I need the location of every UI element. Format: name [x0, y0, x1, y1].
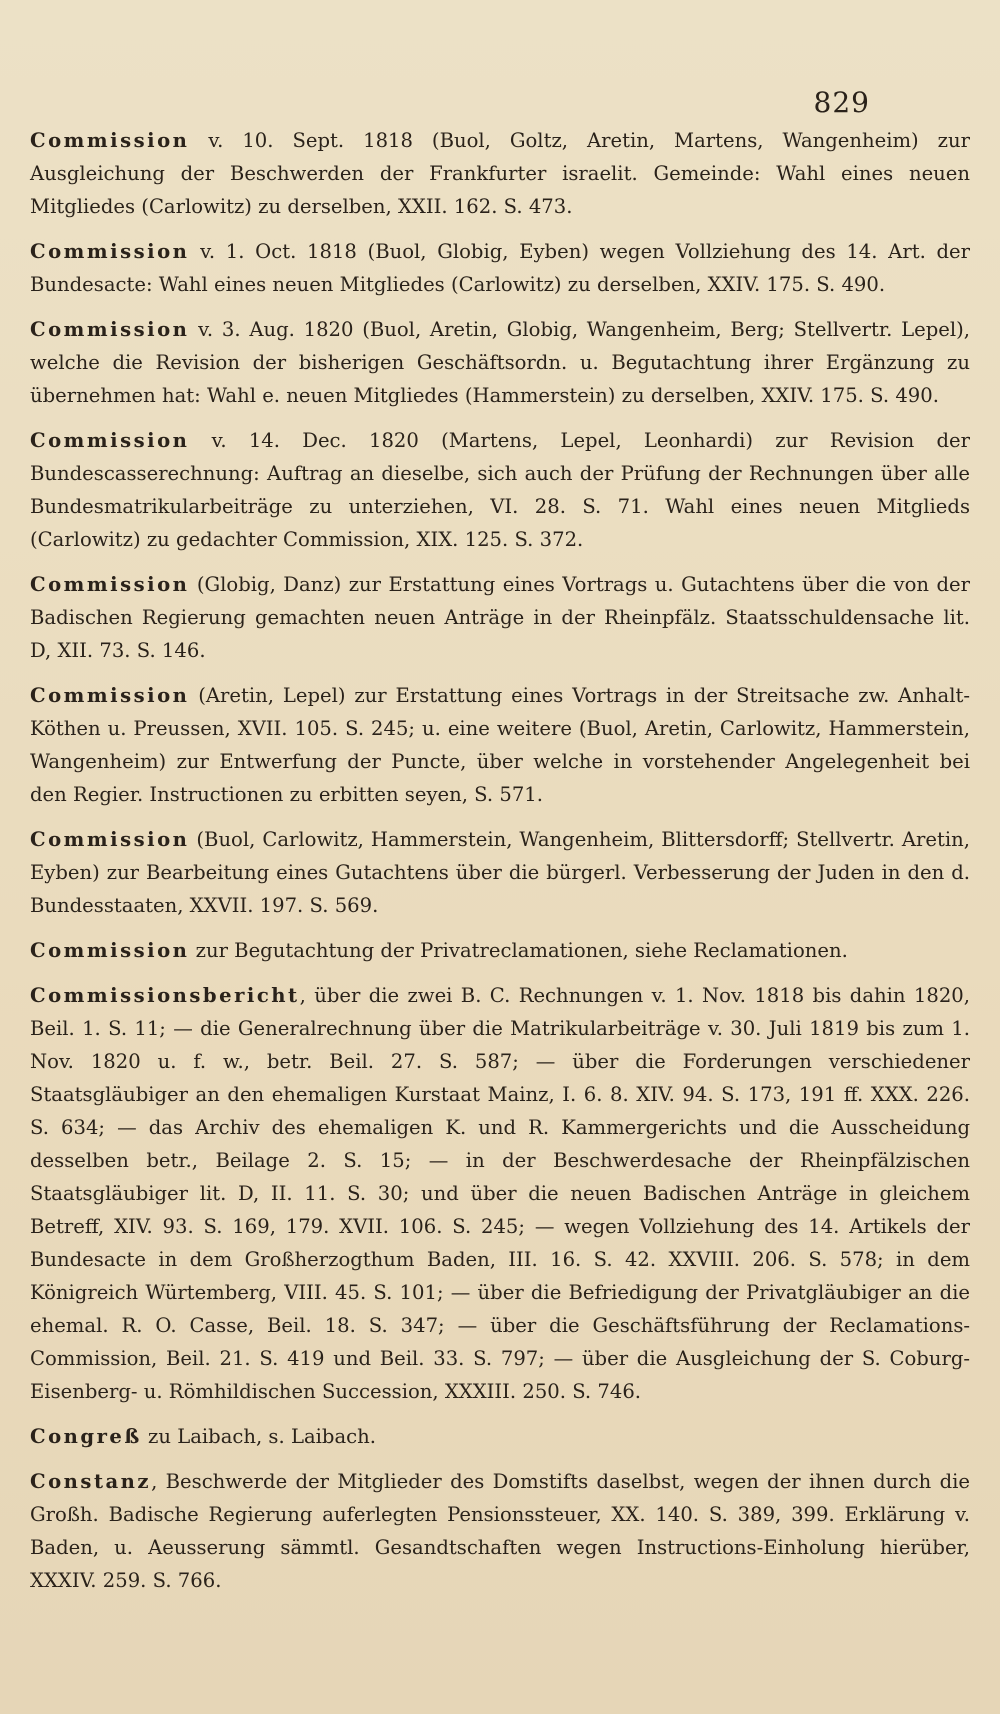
index-entry [30, 979, 970, 1408]
entry-head: Constanz [30, 1470, 152, 1493]
index-entry [30, 1465, 970, 1597]
index-entry [30, 424, 970, 556]
entry-body: , Beschwerde der Mitglieder des Domstifts daselbst, wegen der ihnen durch die Großh. Badische Regierung auferlegten Pensionssteuer, XX. 140. S. 389, 399. Erklärung v. Baden, u. Aeusserung sämmtl. Gesandtschaften wegen Instructions-Einholung hierüber, XXXIV. 259. S. 766. [30, 1470, 970, 1592]
index-entry [30, 568, 970, 667]
entry-head: Commission [30, 828, 190, 851]
index-entries [30, 124, 970, 1609]
entry-head: Commission [30, 573, 190, 596]
index-entry [30, 1420, 970, 1453]
entry-body: v. 14. Dec. 1820 (Martens, Lepel, Leonhardi) zur Revision der Bundescasserechnung: Auftrag an dieselbe, sich auch der Prüfung der Rechnungen über alle Bundesmatrikularbeiträge zu unterziehen, VI. 28. S. 71. Wahl eines neuen Mitglieds (Carlowitz) zu gedachter Commission, XIX. 125. S. 372. [30, 429, 970, 551]
entry-head: Commission [30, 429, 190, 452]
entry-head: Commission [30, 318, 190, 341]
index-entry [30, 934, 970, 967]
entry-head: Commission [30, 129, 190, 152]
entry-body: zu Laibach, s. Laibach. [141, 1425, 376, 1448]
index-entry [30, 235, 970, 301]
entry-body: (Buol, Carlowitz, Hammerstein, Wangenheim, Blittersdorff; Stellvertr. Aretin, Eyben) zur Bearbeitung eines Gutachtens über die bürgerl. Verbesserung der Juden in den d. Bundesstaaten, XXVII. 197. S. 569. [30, 828, 970, 917]
entry-body: , über die zwei B. C. Rechnungen v. 1. Nov. 1818 bis dahin 1820, Beil. 1. S. 11; — die Generalrechnung über die Matrikularbeiträge v. 30. Juli 1819 bis zum 1. Nov. 1820 u. f. w., betr. Beil. 27. S. 587; — über die Forderungen verschiedener Staatsgläubiger an den ehemaligen Kurstaat Mainz, I. 6. 8. XIV. 94. S. 173, 191 ff. XXX. 226. S. 634; — das Archiv des ehemaligen K. und R. Kammergerichts und die Ausscheidung desselben betr., Beilage 2. S. 15; — in der Beschwerdesache der Rheinpfälzischen Staatsgläubiger lit. D, II. 11. S. 30; und über die neuen Badischen Anträge in gleichem Betreff, XIV. 93. S. 169, 179. XVII. 106. S. 245; — wegen Vollziehung des 14. Artikels der Bundesacte in dem Großherzogthum Baden, III. 16. S. 42. XXVIII. 206. S. 578; in dem Königreich Würtemberg, VIII. 45. S. 101; — über die Befriedigung der Privatgläubiger an die ehemal. R. O. Casse, Beil. 18. S. 347; — über die Geschäftsführung der Reclamations-Commission, Beil. 21. S. 419 und Beil. 33. S. 797; — über die Ausgleichung der S. Coburg-Eisenberg- u. Römhildischen Succession, XXXIII. 250. S. 746. [30, 984, 970, 1403]
entry-body: zur Begutachtung der Privatreclamationen, siehe Reclamationen. [189, 939, 848, 962]
entry-body: (Globig, Danz) zur Erstattung eines Vortrags u. Gutachtens über die von der Badischen Regierung gemachten neuen Anträge in der Rheinpfälz. Staatsschuldensache lit. D, XII. 73. S. 146. [30, 573, 970, 662]
entry-body: v. 3. Aug. 1820 (Buol, Aretin, Globig, Wangenheim, Berg; Stellvertr. Lepel), welche die Revision der bisherigen Geschäftsordn. u. Begutachtung ihrer Ergänzung zu übernehmen hat: Wahl e. neuen Mitgliedes (Hammerstein) zu derselben, XXIV. 175. S. 490. [30, 318, 970, 407]
entry-body: v. 1. Oct. 1818 (Buol, Globig, Eyben) wegen Vollziehung des 14. Art. der Bundesacte: Wahl eines neuen Mitgliedes (Carlowitz) zu derselben, XXIV. 175. S. 490. [30, 240, 970, 296]
entry-head: Commission [30, 240, 190, 263]
index-entry [30, 823, 970, 922]
entry-head: Congreß [30, 1425, 142, 1448]
index-entry [30, 124, 970, 223]
page-number: 829 [813, 86, 870, 119]
entry-body: v. 10. Sept. 1818 (Buol, Goltz, Aretin, Martens, Wangenheim) zur Ausgleichung der Beschwerden der Frankfurter israelit. Gemeinde: Wahl eines neuen Mitgliedes (Carlowitz) zu derselben, XXII. 162. S. 473. [30, 129, 970, 218]
entry-head: Commission [30, 939, 190, 962]
entry-body: (Aretin, Lepel) zur Erstattung eines Vortrags in der Streitsache zw. Anhalt-Köthen u. Preussen, XVII. 105. S. 245; u. eine weitere (Buol, Aretin, Carlowitz, Hammerstein, Wangenheim) zur Entwerfung der Puncte, über welche in vorstehender Angelegenheit bei den Regier. Instructionen zu erbitten seyen, S. 571. [30, 684, 970, 806]
entry-head: Commissionsbericht [30, 984, 300, 1007]
index-entry [30, 679, 970, 811]
entry-head: Commission [30, 684, 190, 707]
index-entry [30, 313, 970, 412]
